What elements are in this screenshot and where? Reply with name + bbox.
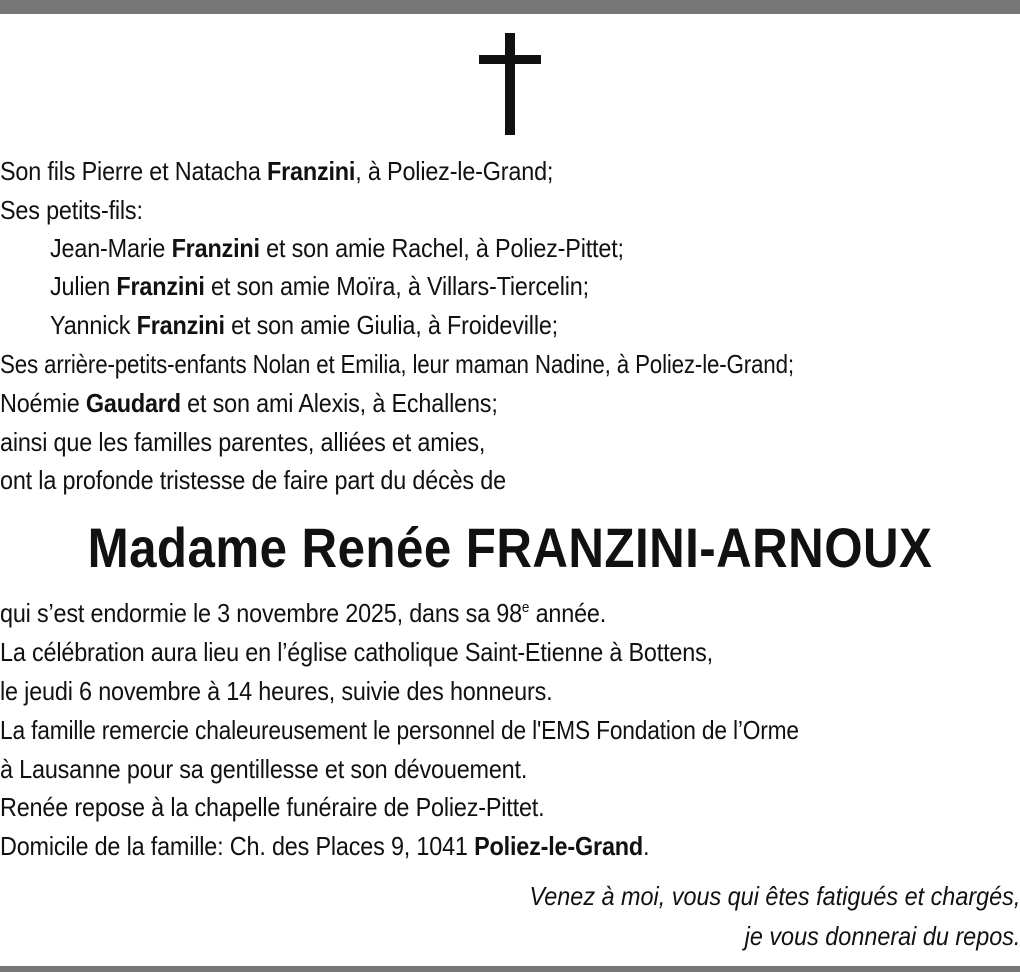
intro-line: Julien Franzini et son amie Moïra, à Villars-Tiercelin; bbox=[50, 271, 589, 301]
intro-line: Yannick Franzini et son amie Giulia, à Froideville; bbox=[50, 310, 559, 340]
intro-line: Ses petits-fils: bbox=[0, 195, 143, 225]
detail-line: La famille remercie chaleureusement le personnel de l'EMS Fondation de l’Orme bbox=[0, 715, 799, 745]
intro-line: Jean-Marie Franzini et son amie Rachel, à Poliez-Pittet; bbox=[50, 233, 624, 263]
verse-line: je vous donnerai du repos. bbox=[744, 921, 1020, 951]
intro-line: Noémie Gaudard et son ami Alexis, à Echallens; bbox=[0, 388, 498, 418]
age-line: qui s’est endormie le 3 novembre 2025, dans sa 98e année. bbox=[0, 598, 607, 628]
intro-line: ont la profonde tristesse de faire part du décès de bbox=[0, 465, 506, 495]
detail-line: le jeudi 6 novembre à 14 heures, suivie des honneurs. bbox=[0, 676, 553, 706]
detail-line: La célébration aura lieu en l’église catholique Saint-Etienne à Bottens, bbox=[0, 637, 713, 667]
top-rule bbox=[0, 0, 1020, 14]
domicile-line: Domicile de la famille: Ch. des Places 9, 1041 Poliez-le-Grand. bbox=[0, 831, 650, 861]
deceased-name: Madame Renée FRANZINI-ARNOUX bbox=[87, 516, 933, 579]
detail-line: Renée repose à la chapelle funéraire de Poliez-Pittet. bbox=[0, 792, 545, 822]
detail-line: à Lausanne pour sa gentillesse et son dévouement. bbox=[0, 754, 528, 784]
intro-line: Son fils Pierre et Natacha Franzini, à Poliez-le-Grand; bbox=[0, 156, 554, 186]
bottom-rule bbox=[0, 966, 1020, 972]
verse-line: Venez à moi, vous qui êtes fatigués et chargés, bbox=[529, 881, 1020, 911]
intro-line: Ses arrière-petits-enfants Nolan et Emilia, leur maman Nadine, à Poliez-le-Grand; bbox=[0, 349, 794, 379]
latin-cross-icon bbox=[479, 33, 541, 135]
intro-line: ainsi que les familles parentes, alliées et amies, bbox=[0, 427, 486, 457]
